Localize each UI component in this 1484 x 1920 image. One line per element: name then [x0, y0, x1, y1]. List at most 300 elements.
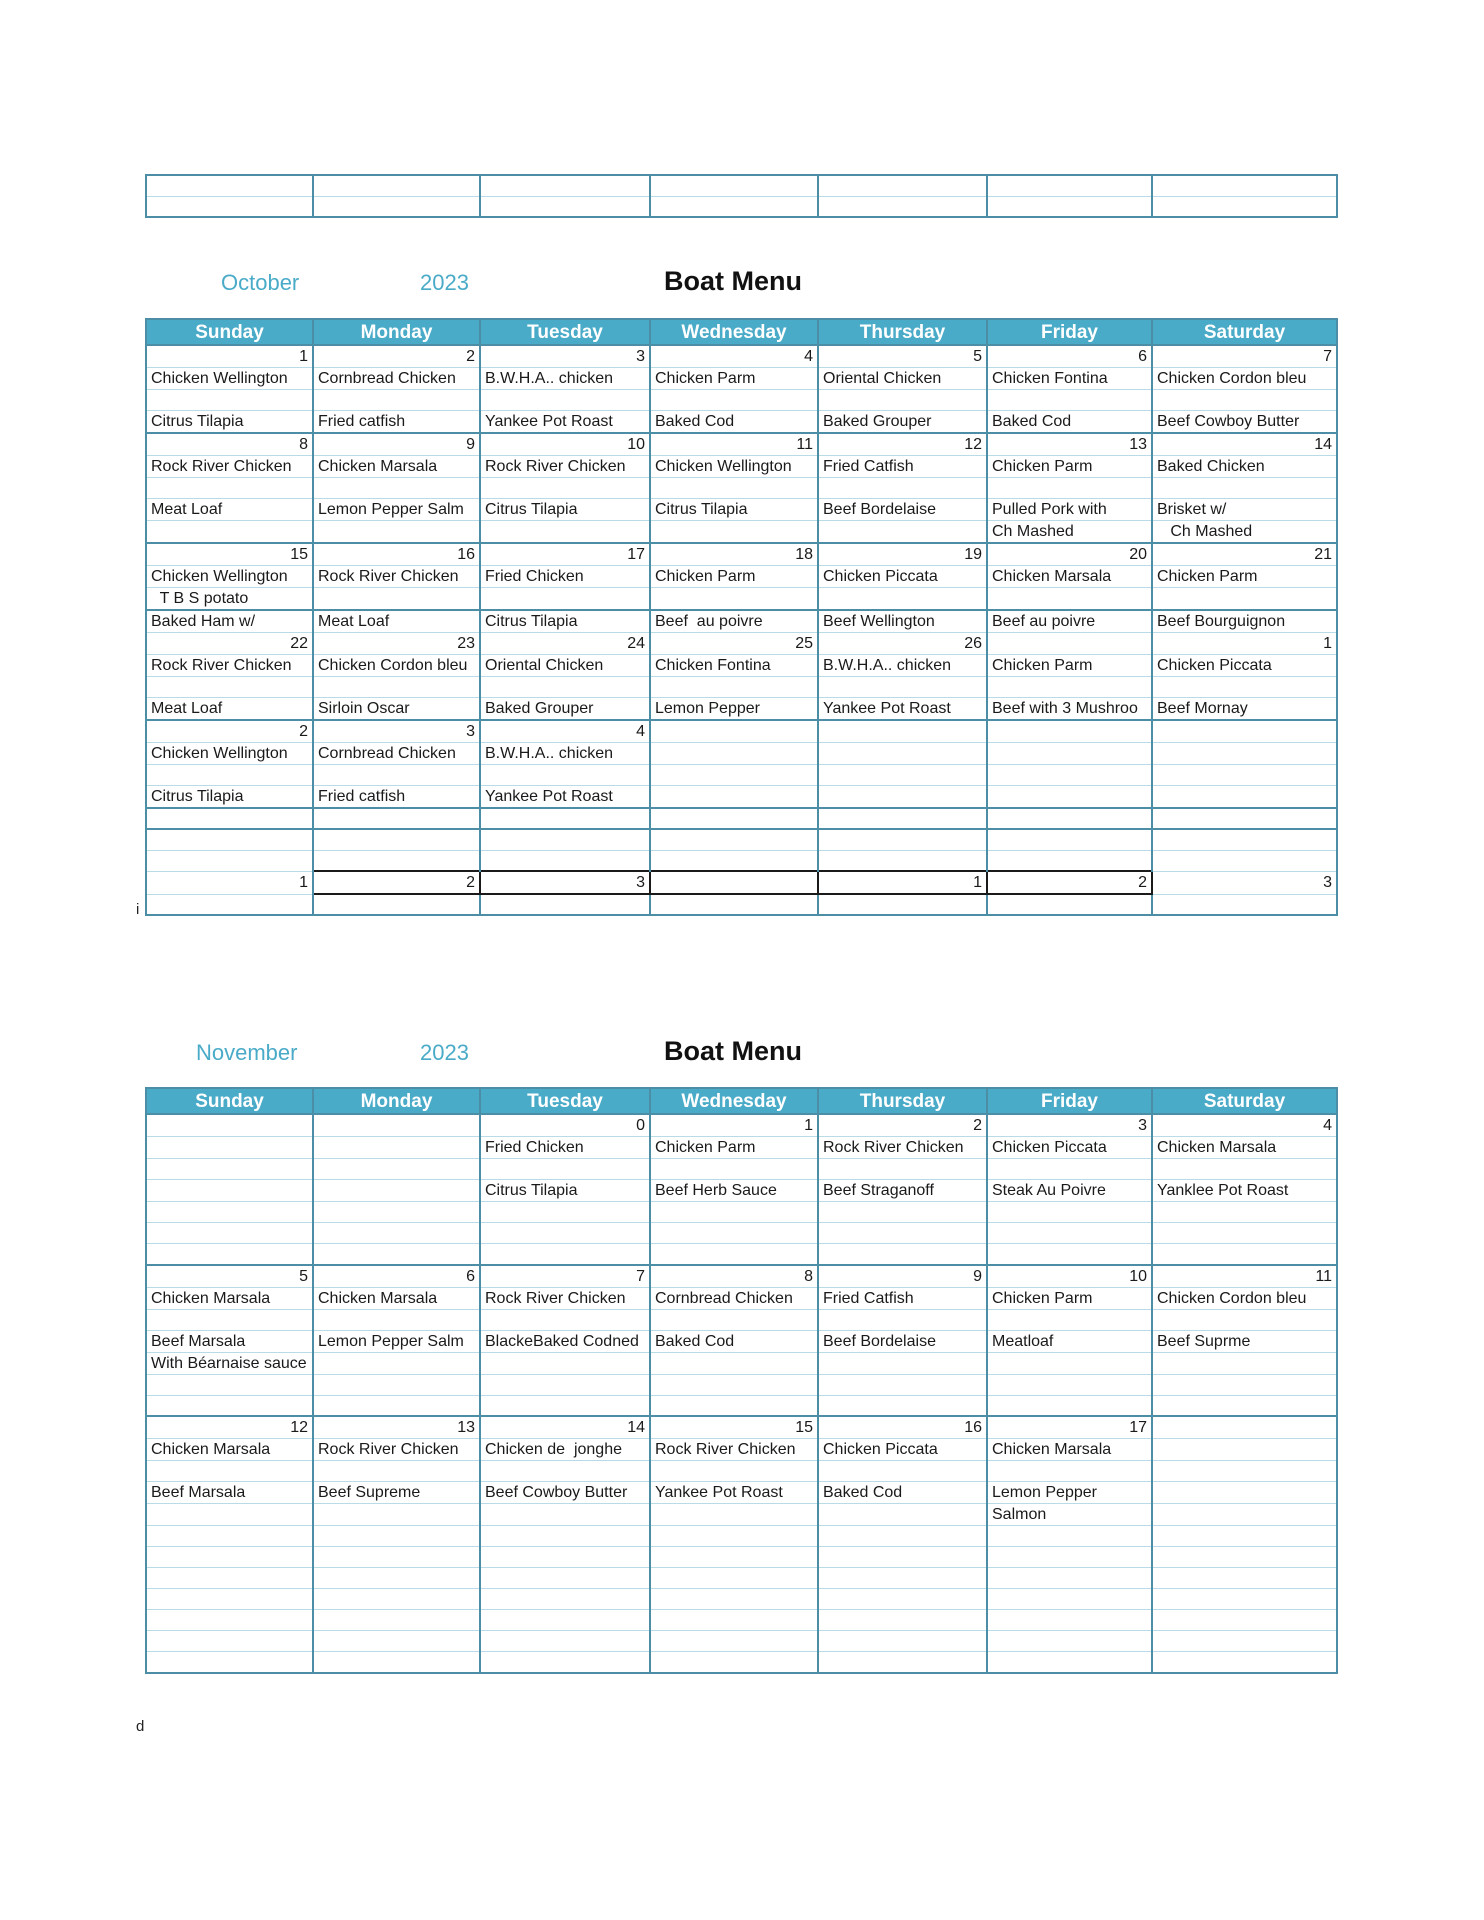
menu-item — [818, 1202, 987, 1223]
date-number: 17 — [987, 1416, 1152, 1439]
menu-item: Baked Ham w/ — [146, 610, 313, 633]
menu-item — [987, 1202, 1152, 1223]
menu-item — [818, 1631, 987, 1652]
menu-item: Chicken Wellington — [146, 368, 313, 390]
menu-item: Cornbread Chicken — [313, 368, 480, 390]
calendar-row — [146, 1352, 1337, 1374]
calendar-row — [146, 543, 1337, 566]
menu-item: Fried Catfish — [818, 456, 987, 478]
menu-item — [146, 1504, 313, 1526]
menu-item: Oriental Chicken — [818, 368, 987, 390]
date-number: 23 — [313, 633, 480, 655]
menu-item — [1152, 1244, 1337, 1265]
menu-item — [313, 1352, 480, 1374]
date-number: 5 — [818, 345, 987, 368]
menu-item: Baked Cod — [987, 411, 1152, 434]
menu-item: Chicken de jonghe — [480, 1439, 650, 1461]
menu-item — [313, 1526, 480, 1547]
menu-item — [987, 1395, 1152, 1416]
date-number: 3 — [480, 871, 650, 894]
menu-item: Chicken Wellington — [146, 566, 313, 588]
date-number: 12 — [818, 433, 987, 456]
page-title: Boat Menu — [664, 1036, 802, 1066]
menu-item — [480, 1202, 650, 1223]
date-number: 4 — [1152, 1114, 1337, 1137]
menu-item — [987, 1461, 1152, 1482]
empty-cell — [987, 850, 1152, 871]
empty-cell — [650, 808, 818, 829]
menu-item — [480, 1631, 650, 1652]
menu-item: Chicken Piccata — [987, 1137, 1152, 1159]
menu-item — [313, 1159, 480, 1180]
menu-item — [1152, 743, 1337, 765]
date-number: 24 — [480, 633, 650, 655]
menu-item — [480, 1526, 650, 1547]
menu-item — [1152, 677, 1337, 698]
menu-item: Citrus Tilapia — [650, 499, 818, 521]
menu-item: B.W.H.A.. chicken — [480, 368, 650, 390]
menu-item: Beef au poivre — [650, 610, 818, 633]
stray-mark: i — [136, 901, 140, 918]
menu-item: Yankee Pot Roast — [480, 786, 650, 809]
menu-item — [313, 478, 480, 499]
menu-item — [1152, 1547, 1337, 1568]
calendar-row — [146, 521, 1337, 544]
menu-item — [650, 1202, 818, 1223]
menu-item — [650, 1589, 818, 1610]
date-number: 1 — [650, 1114, 818, 1137]
empty-cell — [146, 850, 313, 871]
day-header-sunday: Sunday — [146, 1088, 313, 1114]
date-number: 3 — [987, 1114, 1152, 1137]
menu-item — [480, 1352, 650, 1374]
menu-item: Fried Chicken — [480, 566, 650, 588]
date-number: 2 — [987, 871, 1152, 894]
menu-item — [987, 786, 1152, 809]
menu-item — [1152, 1610, 1337, 1631]
menu-item — [146, 1180, 313, 1202]
empty-cell — [650, 894, 818, 915]
menu-item — [480, 1223, 650, 1244]
menu-item — [1152, 1395, 1337, 1416]
menu-item — [313, 1652, 480, 1673]
calendar-row — [146, 1589, 1337, 1610]
day-header-thursday: Thursday — [818, 319, 987, 345]
menu-item — [987, 1547, 1152, 1568]
menu-item — [650, 521, 818, 544]
calendar-row — [146, 1482, 1337, 1504]
date-number: 12 — [146, 1416, 313, 1439]
menu-item — [818, 1461, 987, 1482]
menu-item — [818, 1159, 987, 1180]
date-number — [313, 1114, 480, 1137]
calendar-row — [146, 1439, 1337, 1461]
menu-item — [480, 1244, 650, 1265]
menu-item — [650, 478, 818, 499]
menu-item — [987, 1244, 1152, 1265]
menu-item — [818, 1526, 987, 1547]
date-number: 3 — [313, 720, 480, 743]
menu-item: Chicken Marsala — [987, 566, 1152, 588]
menu-item: Oriental Chicken — [480, 655, 650, 677]
menu-item: T B S potato — [146, 588, 313, 611]
menu-item: Citrus Tilapia — [146, 786, 313, 809]
date-number: 4 — [480, 720, 650, 743]
menu-item: Chicken Piccata — [818, 1439, 987, 1461]
empty-cell — [818, 894, 987, 915]
calendar-row — [146, 808, 1337, 829]
menu-item — [650, 786, 818, 809]
empty-cell — [1152, 808, 1337, 829]
menu-item — [818, 478, 987, 499]
menu-item: Rock River Chicken — [818, 1137, 987, 1159]
menu-item: Rock River Chicken — [146, 456, 313, 478]
date-number: 0 — [480, 1114, 650, 1137]
menu-item — [313, 521, 480, 544]
menu-item: Beef Bourguignon — [1152, 610, 1337, 633]
calendar-row — [146, 871, 1337, 894]
menu-item — [480, 1652, 650, 1673]
date-number — [650, 720, 818, 743]
menu-item: Chicken Marsala — [1152, 1137, 1337, 1159]
menu-item — [650, 1244, 818, 1265]
calendar-row — [146, 1568, 1337, 1589]
menu-item: B.W.H.A.. chicken — [818, 655, 987, 677]
date-number: 22 — [146, 633, 313, 655]
menu-item: Beef Bordelaise — [818, 1330, 987, 1352]
calendar-row — [146, 1547, 1337, 1568]
date-number: 8 — [146, 433, 313, 456]
menu-item — [650, 1352, 818, 1374]
menu-item — [313, 390, 480, 411]
menu-item — [313, 1504, 480, 1526]
menu-item — [146, 1461, 313, 1482]
empty-cell — [650, 850, 818, 871]
menu-item — [480, 1504, 650, 1526]
menu-item — [146, 1137, 313, 1159]
empty-cell — [313, 850, 480, 871]
menu-item — [650, 588, 818, 611]
menu-item — [1152, 1526, 1337, 1547]
day-header-wednesday: Wednesday — [650, 319, 818, 345]
date-number: 7 — [480, 1265, 650, 1288]
calendar-row — [146, 588, 1337, 611]
empty-cell — [313, 894, 480, 915]
menu-item — [1152, 1482, 1337, 1504]
menu-item: Chicken Wellington — [146, 743, 313, 765]
menu-item: Fried catfish — [313, 786, 480, 809]
calendar-row — [146, 1244, 1337, 1265]
empty-cell — [818, 808, 987, 829]
menu-item: Lemon Pepper — [650, 698, 818, 721]
menu-item: Chicken Marsala — [313, 456, 480, 478]
menu-item — [146, 1374, 313, 1395]
menu-item — [987, 390, 1152, 411]
menu-item — [146, 1526, 313, 1547]
menu-item — [313, 1547, 480, 1568]
empty-cell — [480, 808, 650, 829]
menu-item — [480, 677, 650, 698]
menu-item: Chicken Parm — [650, 566, 818, 588]
date-number: 11 — [650, 433, 818, 456]
menu-item — [1152, 1439, 1337, 1461]
menu-item — [818, 1504, 987, 1526]
date-number: 15 — [650, 1416, 818, 1439]
menu-item: Cornbread Chicken — [650, 1287, 818, 1309]
menu-item: Rock River Chicken — [480, 1287, 650, 1309]
date-number: 16 — [818, 1416, 987, 1439]
date-number: 13 — [987, 433, 1152, 456]
day-header-sunday: Sunday — [146, 319, 313, 345]
menu-item — [1152, 1309, 1337, 1330]
menu-item — [480, 1610, 650, 1631]
month-label: November — [196, 1040, 298, 1065]
menu-item — [480, 588, 650, 611]
menu-item — [1152, 588, 1337, 611]
menu-item — [480, 390, 650, 411]
date-number: 9 — [313, 433, 480, 456]
empty-cell — [480, 829, 650, 850]
menu-item — [313, 1568, 480, 1589]
menu-item: Fried Catfish — [818, 1287, 987, 1309]
menu-item — [1152, 1652, 1337, 1673]
menu-item — [1152, 1631, 1337, 1652]
menu-item: Chicken Marsala — [313, 1287, 480, 1309]
menu-item — [146, 1309, 313, 1330]
menu-item — [313, 1223, 480, 1244]
calendar-row — [146, 850, 1337, 871]
menu-item — [818, 521, 987, 544]
calendar-row — [146, 743, 1337, 765]
menu-item — [987, 743, 1152, 765]
date-number: 18 — [650, 543, 818, 566]
menu-item — [313, 1244, 480, 1265]
date-number: 7 — [1152, 345, 1337, 368]
menu-item — [987, 1159, 1152, 1180]
menu-item — [1152, 1568, 1337, 1589]
calendar-row — [146, 829, 1337, 850]
menu-item — [313, 1309, 480, 1330]
calendar-row — [146, 1137, 1337, 1159]
empty-cell — [818, 829, 987, 850]
date-number — [987, 720, 1152, 743]
menu-item — [313, 588, 480, 611]
date-number: 6 — [987, 345, 1152, 368]
day-header-monday: Monday — [313, 1088, 480, 1114]
menu-item: Baked Cod — [650, 411, 818, 434]
calendar-row — [146, 698, 1337, 721]
menu-item: Chicken Piccata — [818, 566, 987, 588]
menu-item: Lemon Pepper Salm — [313, 1330, 480, 1352]
menu-item — [650, 1652, 818, 1673]
menu-item — [146, 1652, 313, 1673]
calendar-row — [146, 610, 1337, 633]
menu-item — [818, 1589, 987, 1610]
empty-cell — [987, 829, 1152, 850]
menu-item: Meatloaf — [987, 1330, 1152, 1352]
date-number — [987, 633, 1152, 655]
menu-item: BlackeBaked Codned — [480, 1330, 650, 1352]
menu-item — [1152, 1202, 1337, 1223]
menu-item — [650, 765, 818, 786]
date-number: 5 — [146, 1265, 313, 1288]
menu-item: Yanklee Pot Roast — [1152, 1180, 1337, 1202]
menu-item: With Béarnaise sauce — [146, 1352, 313, 1374]
menu-item — [818, 1652, 987, 1673]
menu-item: Sirloin Oscar — [313, 698, 480, 721]
menu-item — [146, 1223, 313, 1244]
menu-item: Rock River Chicken — [146, 655, 313, 677]
date-number: 1 — [818, 871, 987, 894]
menu-item — [1152, 765, 1337, 786]
date-number: 4 — [650, 345, 818, 368]
menu-item: Meat Loaf — [313, 610, 480, 633]
calendar-row — [146, 1374, 1337, 1395]
menu-item: Chicken Parm — [987, 456, 1152, 478]
calendar-row — [146, 1416, 1337, 1439]
menu-item: Beef Wellington — [818, 610, 987, 633]
menu-item — [818, 1244, 987, 1265]
calendar-row — [146, 1652, 1337, 1673]
menu-item — [650, 1309, 818, 1330]
menu-item — [146, 1568, 313, 1589]
calendar-row — [146, 720, 1337, 743]
menu-item — [313, 1395, 480, 1416]
menu-item — [1152, 478, 1337, 499]
menu-item — [1152, 1352, 1337, 1374]
empty-cell — [987, 894, 1152, 915]
empty-cell — [146, 894, 313, 915]
menu-item — [987, 1374, 1152, 1395]
menu-item: Chicken Wellington — [650, 456, 818, 478]
day-header-saturday: Saturday — [1152, 319, 1337, 345]
menu-item — [987, 1309, 1152, 1330]
empty-cell — [480, 850, 650, 871]
calendar-row — [146, 677, 1337, 698]
menu-item: Chicken Marsala — [987, 1439, 1152, 1461]
menu-item — [818, 765, 987, 786]
date-number: 3 — [1152, 871, 1337, 894]
menu-item: Baked Grouper — [818, 411, 987, 434]
date-number: 6 — [313, 1265, 480, 1288]
menu-item: Meat Loaf — [146, 499, 313, 521]
menu-item — [650, 1547, 818, 1568]
menu-item: Beef Cowboy Butter — [1152, 411, 1337, 434]
menu-item: Beef Bordelaise — [818, 499, 987, 521]
menu-item — [146, 1631, 313, 1652]
day-header-monday: Monday — [313, 319, 480, 345]
menu-item: Chicken Parm — [987, 655, 1152, 677]
calendar-row — [146, 411, 1337, 434]
menu-item — [650, 1504, 818, 1526]
menu-item — [650, 1374, 818, 1395]
menu-item — [480, 1374, 650, 1395]
menu-item — [1152, 1504, 1337, 1526]
menu-item — [818, 390, 987, 411]
menu-item — [818, 1547, 987, 1568]
menu-item — [987, 1631, 1152, 1652]
date-number — [1152, 720, 1337, 743]
menu-item: Chicken Parm — [987, 1287, 1152, 1309]
menu-item — [818, 588, 987, 611]
calendar-row — [146, 1610, 1337, 1631]
menu-item — [1152, 1589, 1337, 1610]
date-number — [146, 1114, 313, 1137]
menu-item — [313, 1589, 480, 1610]
menu-item: Beef Marsala — [146, 1482, 313, 1504]
menu-item — [818, 743, 987, 765]
date-number: 1 — [146, 871, 313, 894]
date-number — [818, 720, 987, 743]
menu-item — [987, 588, 1152, 611]
menu-item — [650, 1610, 818, 1631]
menu-item — [818, 786, 987, 809]
menu-item: Chicken Parm — [650, 368, 818, 390]
date-number: 10 — [480, 433, 650, 456]
menu-item: Beef Supreme — [313, 1482, 480, 1504]
date-number: 1 — [146, 345, 313, 368]
calendar-row — [146, 1461, 1337, 1482]
empty-cell — [1152, 829, 1337, 850]
date-number: 2 — [313, 345, 480, 368]
date-number: 21 — [1152, 543, 1337, 566]
menu-item — [987, 1652, 1152, 1673]
page-title: Boat Menu — [664, 266, 802, 296]
menu-item: Beef Marsala — [146, 1330, 313, 1352]
calendar-row — [146, 1395, 1337, 1416]
day-header-tuesday: Tuesday — [480, 319, 650, 345]
menu-item — [818, 1352, 987, 1374]
menu-item: Chicken Marsala — [146, 1439, 313, 1461]
menu-item — [987, 677, 1152, 698]
menu-item — [818, 1223, 987, 1244]
date-number: 9 — [818, 1265, 987, 1288]
menu-item: Chicken Piccata — [1152, 655, 1337, 677]
menu-item — [146, 478, 313, 499]
menu-item — [650, 677, 818, 698]
menu-item — [313, 1180, 480, 1202]
calendar-row — [146, 1114, 1337, 1137]
menu-item — [480, 478, 650, 499]
menu-item — [146, 677, 313, 698]
menu-item — [313, 1202, 480, 1223]
menu-item — [650, 1526, 818, 1547]
menu-item: Lemon Pepper Salm — [313, 499, 480, 521]
empty-cell — [146, 829, 313, 850]
menu-item — [650, 1223, 818, 1244]
menu-item — [146, 390, 313, 411]
menu-item — [650, 1461, 818, 1482]
day-header-wednesday: Wednesday — [650, 1088, 818, 1114]
calendar-row — [146, 765, 1337, 786]
menu-item — [987, 478, 1152, 499]
menu-item — [987, 1526, 1152, 1547]
date-number: 20 — [987, 543, 1152, 566]
calendar-row — [146, 1287, 1337, 1309]
calendar-row — [146, 478, 1337, 499]
calendar-row — [146, 1180, 1337, 1202]
menu-item — [1152, 1223, 1337, 1244]
menu-item: Beef Suprme — [1152, 1330, 1337, 1352]
date-number: 14 — [1152, 433, 1337, 456]
menu-item — [313, 1631, 480, 1652]
menu-item: Chicken Cordon bleu — [313, 655, 480, 677]
menu-item: Citrus Tilapia — [480, 610, 650, 633]
menu-item: Lemon Pepper — [987, 1482, 1152, 1504]
menu-item — [650, 390, 818, 411]
menu-item — [1152, 786, 1337, 809]
date-number — [650, 871, 818, 894]
